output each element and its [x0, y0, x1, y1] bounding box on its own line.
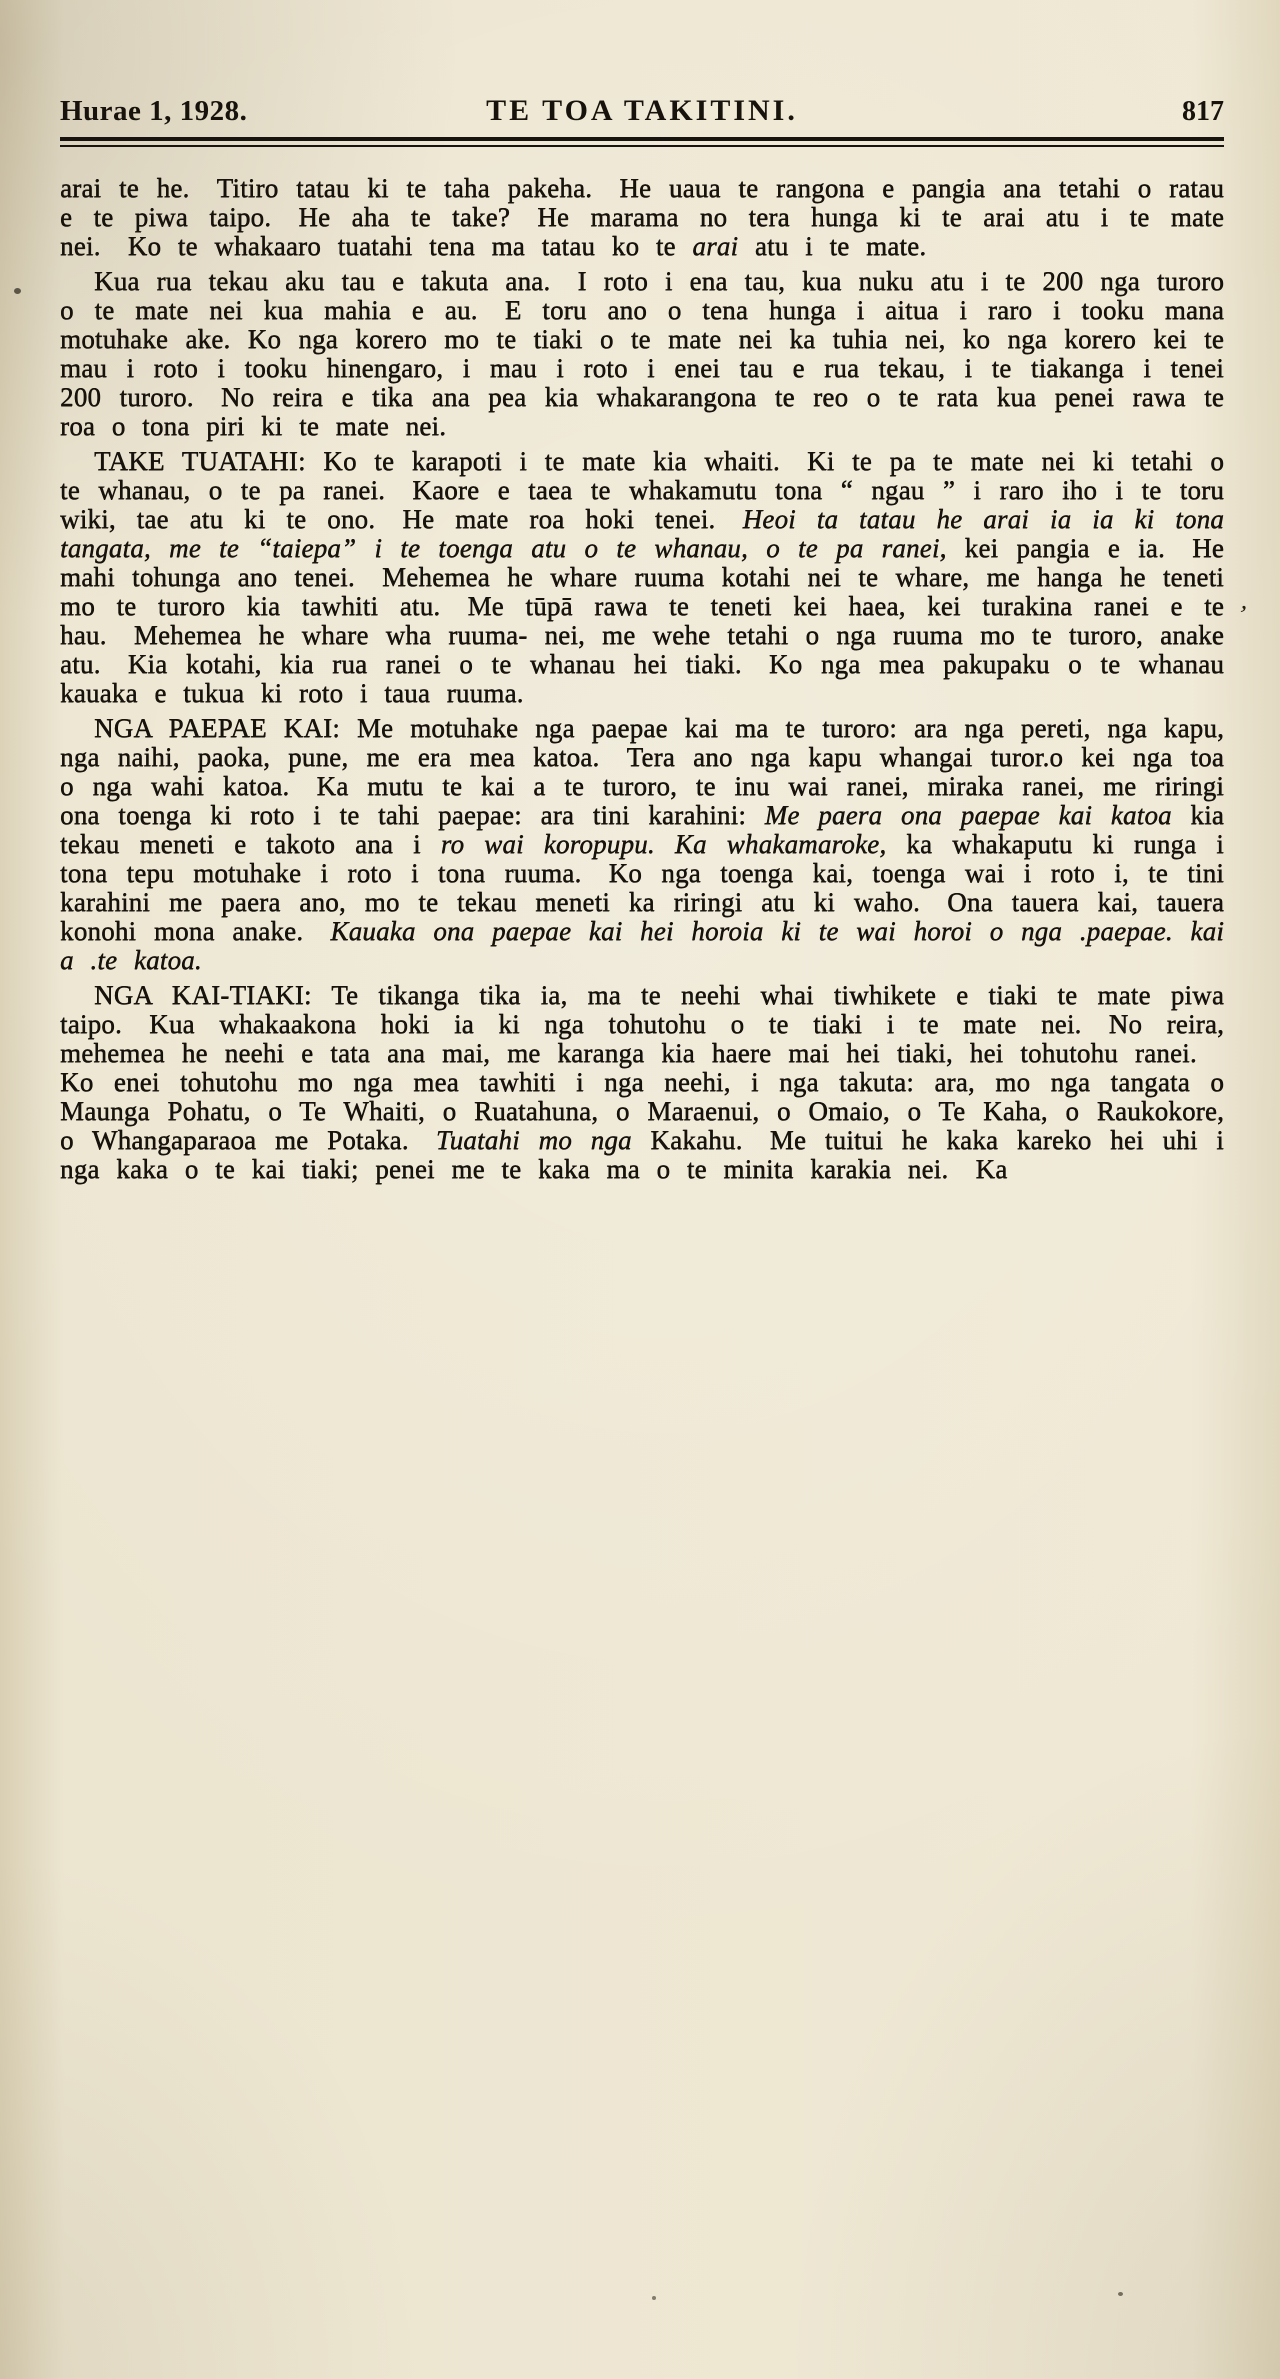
- stray-mark: ’: [1235, 599, 1250, 630]
- issue-date: Hurae 1, 1928.: [60, 95, 248, 127]
- text-run: NGA KAI-TIAKI: Te tikanga tika ia, ma te neehi whai tiwhikete e tiaki te mate piwa taipo. Kua whakaakona hoki ia ki nga tohutohu o te tiaki i te mate nei. No reira, mehemea he neehi e tata ana mai, me karanga kia haere mai hei tiaki, hei tohutohu ranei. Ko enei tohutohu mo nga mea tawhiti i nga neehi, i nga takuta: ara, mo nga tangata o Maunga Pohatu, o Te Whaiti, o Ruatahuna, o Maraenui, o Omaio, o Te Kaha, o Raukokore, o Whangaparaoa me Potaka.: [60, 980, 1224, 1155]
- page-number: 817: [1182, 96, 1224, 127]
- italic-text-run: Tuatahi mo nga: [435, 1125, 632, 1155]
- text-run: Kua rua tekau aku tau e takuta ana. I roto i ena tau, kua nuku atu i te 200 nga turoro o te mate nei kua mahia e au. E toru ano o tena hunga i aitua i raro i tooku mana motuhake ake. Ko nga korero mo te tiaki o te mate nei ka tuhia nei, ko nga korero kei te mau i roto i tooku hinengaro, i mau i roto i enei tau e rua tekau, i te tiakanga i tenei 200 turoro. No reira e tika ana pea kia whakarangona te reo o te rata kua penei rawa te roa o tona piri ki te mate nei.: [60, 266, 1224, 441]
- ink-speck: [14, 288, 21, 294]
- text-run: kei pangia e ia. He mahi tohunga ano tenei. Mehemea he whare ruuma kotahi nei te whare, me hanga he teneti mo te turoro kia tawhiti atu. Me tūpā rawa te teneti kei haea, kei turakina ranei e te hau. Mehemea he whare wha ruuma- nei, me wehe tetahi o nga ruuma mo te turoro, anake atu. Kia kotahi, kia rua ranei o te whanau hei tiaki. Ko nga mea pakupaku o te whanau kauaka e tukua ki roto i taua ruuma.: [60, 533, 1224, 708]
- masthead-rule-thick: [60, 137, 1224, 141]
- publication-title: TE TOA TAKITINI.: [486, 94, 798, 127]
- italic-text-run: Me paera ona paepae kai katoa: [764, 800, 1172, 830]
- masthead: [60, 94, 1224, 128]
- paragraph: [60, 447, 1224, 708]
- text-run: arai te he. Titiro tatau ki te taha pakeha. He uaua te rangona e pangia ana tetahi o ratau e te piwa taipo. He aha te take? He marama no tera hunga ki te arai atu i te mate nei. Ko te whakaaro tuatahi tena ma tatau ko te: [60, 173, 1224, 261]
- paragraph: [60, 714, 1224, 975]
- paragraph: [60, 267, 1224, 441]
- ink-speck: [652, 2296, 656, 2300]
- article-body: [60, 174, 1224, 1184]
- page-content: [0, 0, 1280, 1184]
- text-run: kia tekau meneti e takoto ana i: [60, 800, 1224, 859]
- text-run: ka whakaputu ki runga i tona tepu motuhake i roto i tona ruuma. Ko nga toenga kai, toenga wai i roto i, te tini karahini me paera ano, mo te tekau meneti ka riringi atu ki waho. Ona tauera kai, tauera konohi mona anake.: [60, 829, 1224, 946]
- text-run: TAKE TUATAHI: Ko te karapoti i te mate kia whaiti. Ki te pa te mate nei ki tetahi o te whanau, o te pa ranei. Kaore e taea te whakamutu tona “ ngau ” i raro iho i te toru wiki, tae atu ki te ono. He mate roa hoki tenei.: [60, 446, 1224, 534]
- masthead-rule-thin: [60, 145, 1224, 147]
- masthead-rules: [60, 137, 1224, 147]
- italic-text-run: ro wai koropupu. Ka whakamaroke,: [440, 829, 887, 859]
- text-run: atu i te mate.: [738, 231, 927, 261]
- italic-text-run: Heoi ta tatau he arai ia ia ki tona tangata, me te “taiepa” i te toenga atu o te whanau, o te pa ranei,: [60, 504, 1225, 563]
- paragraph: [60, 981, 1224, 1184]
- ink-speck: [1118, 2292, 1123, 2296]
- paragraph: [60, 174, 1224, 261]
- text-run: Kakahu. Me tuitui he kaka kareko hei uhi i nga kaka o te kai tiaki; penei me te kaka ma o te minita karakia nei. Ka: [60, 1125, 1224, 1184]
- italic-text-run: Kauaka ona paepae kai hei horoia ki te wai horoi o nga .paepae. kai a .te katoa.: [60, 916, 1224, 975]
- text-run: NGA PAEPAE KAI: Me motuhake nga paepae kai ma te turoro: ara nga pereti, nga kapu, nga naihi, paoka, pune, me era mea katoa. Tera ano nga kapu whangai turor.o kei nga toa o nga wahi katoa. Ka mutu te kai a te turoro, te inu wai ranei, miraka ranei, me riringi ona toenga ki roto i te tahi paepae: ara tini karahini:: [60, 713, 1224, 830]
- italic-text-run: arai: [692, 231, 739, 261]
